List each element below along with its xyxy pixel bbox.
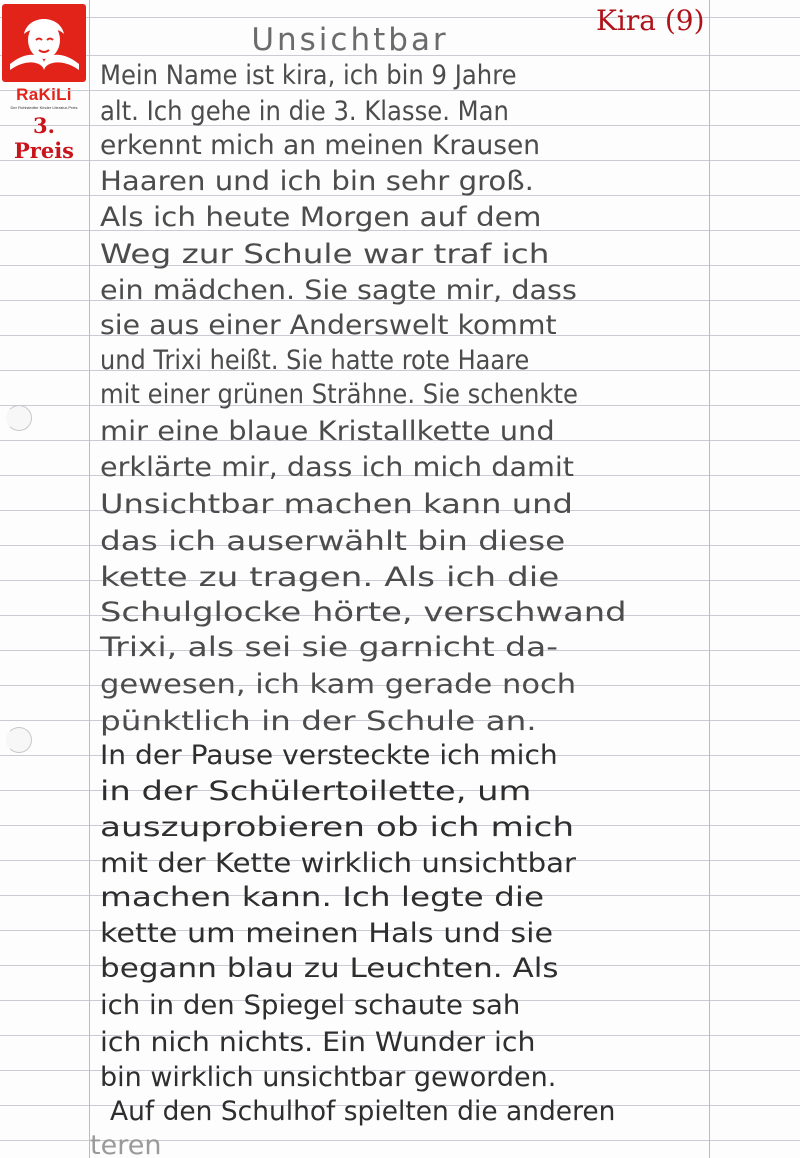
text-line: Mein Name ist kira, ich bin 9 Jahre: [100, 60, 517, 91]
text-line: machen kann. Ich legte die: [100, 882, 545, 913]
text-line: Weg zur Schule war traf ich: [100, 239, 550, 270]
text-line: ich in den Spiegel schaute sah: [100, 990, 521, 1021]
left-margin-line: [89, 0, 90, 1158]
text-line: kette um meinen Hals und sie: [100, 918, 554, 949]
text-line: das ich auserwählt bin diese: [100, 526, 566, 557]
text-line: begann blau zu Leuchten. Als: [100, 953, 559, 984]
text-line: erkennt mich an meinen Krausen: [100, 130, 541, 161]
text-line: sie aus einer Anderswelt kommt: [100, 310, 557, 341]
logo-name: RaKiLi: [16, 85, 72, 104]
logo-tagline: Der Rohlstedter Kinder Literatur-Preis: [10, 105, 78, 110]
text-line: mir eine blaue Kristallkette und: [100, 416, 555, 447]
text-line: Haaren und ich bin sehr groß.: [100, 166, 534, 197]
text-line: mit der Kette wirklich unsichtbar: [100, 848, 576, 879]
punch-hole: [6, 727, 32, 753]
prize-label: 3. Preis: [13, 113, 75, 163]
text-line: alt. Ich gehe in die 3. Klasse. Man: [100, 96, 509, 127]
text-line: gewesen, ich kam gerade noch: [100, 669, 577, 700]
text-line: Als ich heute Morgen auf dem: [100, 202, 542, 233]
text-line: pünktlich in der Schule an.: [100, 706, 537, 737]
punch-hole: [6, 405, 32, 431]
text-line: Unsichtbar machen kann und: [100, 489, 573, 520]
text-line: kette zu tragen. Als ich die: [100, 562, 560, 593]
text-line: auszuprobieren ob ich mich: [100, 812, 575, 843]
text-line: bin wirklich unsichtbar geworden.: [100, 1062, 557, 1093]
text-line: ein mädchen. Sie sagte mir, dass: [100, 275, 577, 306]
text-line: erklärte mir, dass ich mich damit: [100, 452, 575, 483]
right-margin-line: [709, 0, 710, 1158]
text-line: ich nich nichts. Ein Wunder ich: [100, 1027, 536, 1058]
text-line: Schulglocke hörte, verschwand: [100, 597, 627, 628]
text-line: Auf den Schulhof spielten die anderen: [110, 1096, 616, 1127]
text-line: Trixi, als sei sie garnicht da-: [100, 632, 559, 663]
text-line: teren: [90, 1130, 162, 1158]
text-line: In der Pause versteckte ich mich: [100, 740, 558, 771]
story-title: Unsichtbar: [251, 22, 449, 58]
text-line: in der Schülertoilette, um: [100, 776, 532, 807]
text-line: und Trixi heißt. Sie hatte rote Haare: [100, 345, 530, 376]
text-line: mit einer grünen Strähne. Sie schenkte: [100, 379, 578, 410]
author-label: Kira (9): [596, 4, 705, 37]
